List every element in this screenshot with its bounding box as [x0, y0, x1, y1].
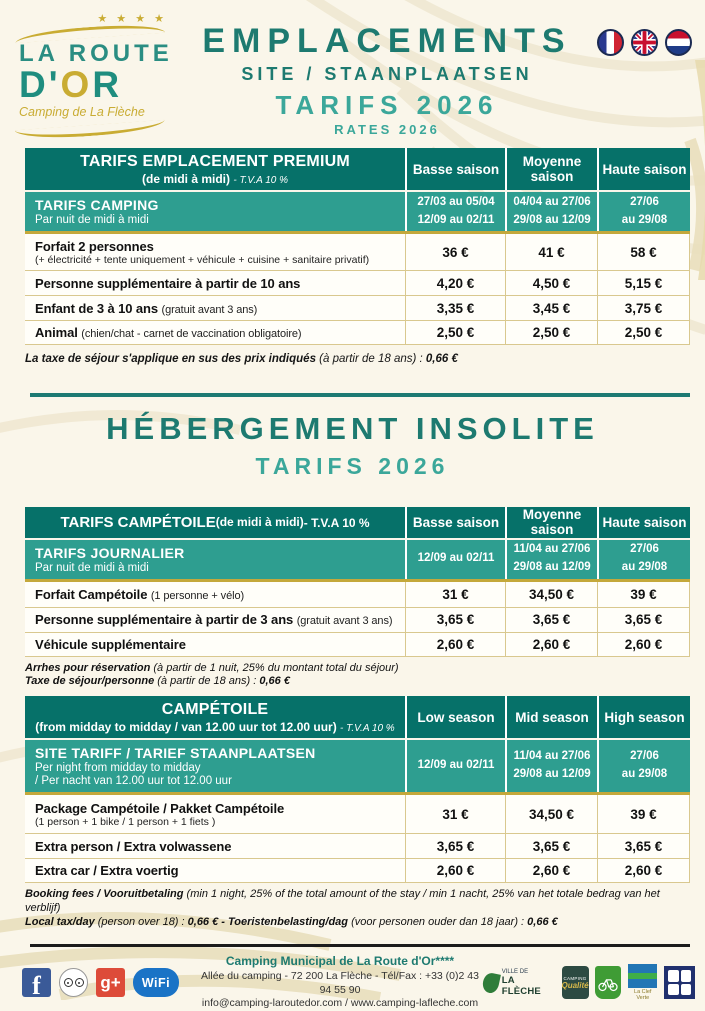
row-label-cell — [25, 234, 405, 270]
row-label: Package Campétoile / Pakket Campétoile — [35, 800, 285, 816]
price-low: 3,65 € — [405, 834, 505, 858]
leaf-icon — [481, 971, 501, 994]
dates-mid-season — [505, 740, 597, 792]
uk-flag-icon — [631, 29, 658, 56]
row-sublabel: (chien/chat - carnet de vaccination obligatoire) — [81, 328, 302, 340]
price-mid: 3,65 € — [505, 608, 597, 632]
partner-logos — [483, 964, 695, 1001]
table-title: CAMPÉTOILE — [161, 700, 269, 718]
price-high: 2,60 € — [597, 859, 690, 882]
date-line: au 29/08 — [621, 213, 668, 226]
midday-note: (from midday to midday / van 12.00 uur tot 12.00 uur) - T.V.A 10 % — [35, 719, 395, 734]
price-mid: 2,50 € — [505, 321, 597, 344]
campsite-name: Camping Municipal de La Route d'Or**** — [225, 954, 455, 969]
group-subtitle: Par nuit de midi à midi — [35, 214, 149, 226]
table-row — [25, 795, 690, 833]
price-mid: 3,65 € — [505, 834, 597, 858]
insolite-subtitle: TARIFS 2026 — [255, 452, 450, 479]
clef-verte-icon — [628, 964, 657, 988]
ville-label-bottom: LA FLÈCHE — [501, 974, 541, 997]
premium-table-title-cell — [25, 148, 405, 190]
date-line: 12/09 au 02/11 — [417, 759, 495, 772]
row-label: Personne supplémentaire à partir de 10 ans — [35, 275, 301, 291]
row-sublabel: (gratuit avant 3 ans) — [296, 615, 393, 628]
qualite-label-top: CAMPING — [563, 975, 587, 981]
date-line: 04/04 au 27/06 — [513, 195, 591, 208]
table-row — [25, 234, 690, 270]
page-header — [0, 0, 705, 148]
price-mid: 4,50 € — [505, 271, 597, 295]
date-line: au 29/08 — [621, 561, 668, 574]
date-line: 27/03 au 05/04 — [417, 195, 495, 208]
page-subtitle: SITE / STAANPLAATSEN — [241, 64, 533, 84]
row-label-cell — [25, 271, 405, 295]
campetoile-fr-notes — [25, 662, 685, 690]
price-mid: 34,50 € — [505, 795, 597, 833]
gold-swoosh-bottom — [15, 120, 165, 141]
row-label-cell — [25, 859, 405, 882]
insolite-section-title — [0, 411, 705, 480]
row-label: Animal (chien/chat - carnet de vaccination obligatoire) — [35, 325, 302, 340]
tva-note: - T.V.A 10 % — [340, 722, 395, 734]
table-row — [25, 632, 690, 657]
date-line: 29/08 au 12/09 — [513, 561, 591, 574]
google-plus-icon: g+ — [96, 968, 125, 997]
group-title: TARIFS JOURNALIER — [35, 544, 185, 561]
premium-group-row — [25, 192, 690, 234]
table-row — [25, 582, 690, 607]
season-header-mid: Moyenne saison — [505, 148, 597, 190]
row-sublabel: (+ électricité + tente uniquement + véhicule + cuisine + sanitaire privatif) — [35, 253, 370, 266]
row-label: Enfant de 3 à 10 ans (gratuit avant 3 ans) — [35, 300, 258, 316]
tax-note: Taxe de séjour/personne (à partir de 18 ans) : 0,66 € — [25, 675, 290, 688]
season-header-mid: Mid season — [505, 696, 597, 738]
price-mid: 2,60 € — [505, 859, 597, 882]
season-header-mid: Moyenne saison — [505, 507, 597, 538]
price-low: 4,20 € — [405, 271, 505, 295]
insolite-title: HÉBERGEMENT INSOLITE — [106, 410, 599, 446]
table-row — [25, 295, 690, 320]
dates-mid-season — [505, 540, 597, 579]
wifi-icon: WiFi — [133, 968, 179, 997]
price-high: 5,15 € — [597, 271, 690, 295]
price-low: 3,35 € — [405, 296, 505, 320]
campetoile-fr-table — [25, 507, 690, 657]
price-high: 58 € — [597, 234, 690, 270]
season-header-low: Basse saison — [405, 148, 505, 190]
group-title: TARIFS CAMPING — [35, 197, 159, 213]
price-mid: 34,50 € — [505, 582, 597, 607]
ville-de-la-fleche-logo — [483, 969, 556, 997]
brand-name-line1: LA ROUTE — [19, 40, 173, 67]
table-row — [25, 833, 690, 858]
row-sublabel: (1 personne + vélo) — [150, 589, 245, 602]
booking-fees-note: Booking fees / Vooruitbetaling (min 1 night, 25% of the total amount of the stay / min 1 nacht, 25% van het totale bedrag van het verblijf) — [25, 888, 660, 914]
campetoile-fr-title-cell — [25, 507, 405, 538]
row-label-cell — [25, 633, 405, 656]
date-line: 11/04 au 27/06 — [513, 543, 591, 556]
price-low: 2,60 € — [405, 859, 505, 882]
price-high: 3,75 € — [597, 296, 690, 320]
row-label: Véhicule supplémentaire — [35, 636, 186, 652]
row-label: Forfait 2 personnes — [35, 238, 154, 254]
table-row — [25, 270, 690, 295]
price-high: 39 € — [597, 582, 690, 607]
season-header-high: High season — [597, 696, 690, 738]
price-mid: 3,45 € — [505, 296, 597, 320]
date-line: 29/08 au 12/09 — [513, 768, 591, 781]
group-title: SITE TARIFF / TARIEF STAANPLAATSEN — [35, 745, 316, 762]
dates-high-season — [597, 740, 690, 792]
la-clef-verte-logo — [627, 964, 658, 1001]
brand-o: O — [60, 64, 93, 106]
brand-subtitle: Camping de La Flèche — [19, 105, 145, 120]
brand-logo — [15, 12, 177, 148]
campsite-contact: info@camping-laroutedor.com / www.camping-lafleche.com — [201, 997, 479, 1010]
campetoile-en-title-cell — [25, 696, 405, 738]
page-footer — [0, 947, 705, 1011]
date-line: 27/06 — [630, 750, 659, 763]
local-tax-note: Local tax/day (person over 18) : 0,66 € - Toeristenbelasting/dag (voor personen ouder dan 18 jaar) : 0,66 € — [25, 915, 558, 928]
row-label: Personne supplémentaire à partir de 3 ans (gratuit avant 3 ans) — [35, 612, 393, 628]
rates-year-title: RATES 2026 — [334, 122, 440, 137]
season-header-high: Haute saison — [597, 507, 690, 538]
table-row — [25, 858, 690, 883]
group-subtitle-nl: / Per nacht van 12.00 uur tot 12.00 uur — [35, 775, 232, 788]
ville-label-top: VILLE DE — [501, 968, 529, 975]
date-line: 12/09 au 02/11 — [417, 552, 495, 565]
tarifs-year-title: TARIFS 2026 — [275, 90, 499, 120]
row-label-cell — [25, 296, 405, 320]
dutch-flag-icon — [665, 29, 692, 56]
camping-qualite-logo — [562, 966, 589, 999]
row-label-cell — [25, 795, 405, 833]
price-low: 2,60 € — [405, 633, 505, 656]
group-subtitle: Par nuit de midi à midi — [35, 561, 149, 574]
row-label: Extra person / Extra volwassene — [35, 838, 232, 854]
tourist-tax-note: La taxe de séjour s'applique en sus des prix indiqués (à partir de 18 ans) : 0,66 € — [25, 353, 458, 365]
date-line: 12/09 au 02/11 — [417, 213, 495, 226]
price-mid: 41 € — [505, 234, 597, 270]
tourisme-handicap-logo — [664, 966, 695, 999]
group-subtitle: Per night from midday to midday — [35, 762, 201, 775]
date-line: au 29/08 — [621, 768, 668, 781]
dates-low-season — [405, 192, 505, 231]
date-line: 27/06 — [630, 543, 659, 556]
row-label-cell — [25, 582, 405, 607]
season-header-low: Low season — [405, 696, 505, 738]
row-label-cell — [25, 834, 405, 858]
price-low: 2,50 € — [405, 321, 505, 344]
premium-table-title: TARIFS EMPLACEMENT PREMIUM — [80, 152, 350, 170]
season-header-high: Haute saison — [597, 148, 690, 190]
midi-note: (de midi à midi) — [215, 515, 304, 530]
row-label: Forfait Campétoile (1 personne + vélo) — [35, 586, 245, 602]
premium-table-header-row — [25, 148, 690, 190]
premium-table-title-sub — [31, 172, 399, 186]
price-low: 31 € — [405, 795, 505, 833]
premium-tariff-table — [25, 148, 690, 345]
row-sublabel: (1 person + 1 bike / 1 person + 1 fiets ) — [35, 815, 216, 828]
facebook-icon: f — [22, 968, 51, 997]
french-flag-icon — [597, 29, 624, 56]
campetoile-en-notes — [25, 888, 685, 929]
deposit-note: Arrhes pour réservation (à partir de 1 nuit, 25% du montant total du séjour) — [25, 661, 399, 674]
row-sublabel: (gratuit avant 3 ans) — [161, 303, 258, 316]
price-high: 3,65 € — [597, 608, 690, 632]
table-title: TARIFS CAMPÉTOILE — [60, 513, 216, 531]
price-high: 2,60 € — [597, 633, 690, 656]
midi-note: (de midi à midi) — [142, 171, 234, 186]
brand-name-line2 — [15, 64, 177, 106]
price-low: 31 € — [405, 582, 505, 607]
row-label: Extra car / Extra voertig — [35, 863, 179, 879]
dates-high-season — [597, 192, 690, 231]
row-label-cell — [25, 321, 405, 344]
campetoile-en-header-row — [25, 696, 690, 738]
price-high: 39 € — [597, 795, 690, 833]
page-title: EMPLACEMENTS — [202, 22, 572, 60]
qualite-label: Qualité — [561, 980, 589, 990]
date-line: 29/08 au 12/09 — [513, 213, 591, 226]
price-mid: 2,60 € — [505, 633, 597, 656]
social-icons — [22, 968, 197, 1000]
table-row — [25, 320, 690, 345]
section-divider — [30, 393, 690, 397]
dates-low-season — [405, 540, 505, 579]
price-low: 36 € — [405, 234, 505, 270]
campetoile-en-group-row — [25, 740, 690, 795]
brand-d: D' — [19, 64, 61, 106]
price-high: 2,50 € — [597, 321, 690, 344]
language-flags — [597, 12, 697, 148]
price-low: 3,65 € — [405, 608, 505, 632]
site-tariff-group-cell — [25, 740, 405, 792]
dates-mid-season — [505, 192, 597, 231]
tripadvisor-icon — [59, 968, 88, 997]
tva-note: - T.V.A 10 % — [233, 174, 288, 186]
campetoile-fr-header-row — [25, 507, 690, 538]
tva-note: - T.V.A 10 % — [303, 515, 370, 530]
brand-r: R — [92, 64, 123, 106]
table-row — [25, 607, 690, 632]
accueil-velo-logo — [595, 966, 622, 999]
date-line: 11/04 au 27/06 — [513, 750, 591, 763]
price-high: 3,65 € — [597, 834, 690, 858]
campetoile-en-table — [25, 696, 690, 883]
camping-tariff-group-cell — [25, 192, 405, 231]
bicycle-icon — [597, 972, 619, 994]
campsite-address: Allée du camping - 72 200 La Flèche - Tél/Fax : +33 (0)2 43 94 55 90 — [201, 969, 479, 996]
dates-low-season — [405, 740, 505, 792]
clef-verte-label: La Clef Verte — [634, 989, 652, 1002]
journalier-group-cell — [25, 540, 405, 579]
dates-high-season — [597, 540, 690, 579]
contact-block — [197, 954, 483, 1011]
campetoile-fr-group-row — [25, 540, 690, 582]
row-label-cell — [25, 608, 405, 632]
four-stars-icon: ★ ★ ★ ★ — [97, 13, 167, 25]
season-header-low: Basse saison — [405, 507, 505, 538]
document-title-block — [177, 12, 597, 148]
date-line: 27/06 — [630, 195, 659, 208]
